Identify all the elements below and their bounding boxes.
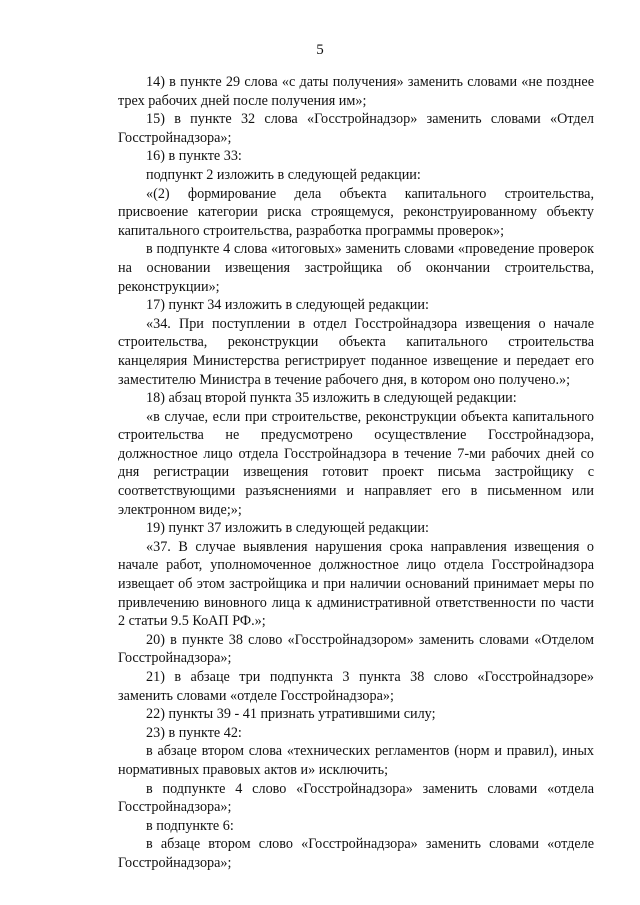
paragraph-23-subpoint-6: в подпункте 6: <box>146 817 234 834</box>
paragraph-23-subpoint-6-abzac: в абзаце втором слово «Госстройнадзора» заменить словами «отделе Госстройнадзора»; <box>118 836 594 871</box>
page-number: 5 <box>316 42 324 58</box>
paragraph-17: 17) пункт 34 изложить в следующей редакции: <box>146 297 429 314</box>
paragraph-20: 20) в пункте 38 слово «Госстройнадзором» заменить словами «Отделом Госстройнадзора»; <box>118 631 594 667</box>
paragraph-23-subpoint-4: в подпункте 4 слово «Госстройнадзора» заменить словами «отдела Госстройнадзора»; <box>118 780 594 816</box>
paragraph-16-subpoint-2-text: «(2) формирование дела объекта капитального строительства, присвоение категории риска строящемуся, реконструированному объекту капитального строительства, разработка программы проверок»; <box>118 185 594 239</box>
paragraph-23: 23) в пункте 42: <box>146 724 242 741</box>
document-body <box>118 73 594 873</box>
paragraph-17-text: «34. При поступлении в отдел Госстройнадзора извещения о начале строительства, реконструкции объекта капитального строительства канцелярия Министерства регистрирует поданное извещение и передает его заместителю Министра в течение рабочего дня, в котором оно получено.»; <box>118 315 594 388</box>
paragraph-23-second-abzac: в абзаце втором слова «технических регламентов (норм и правил), иных нормативных правовых актов и» исключить; <box>118 743 594 778</box>
paragraph-22: 22) пункты 39 - 41 признать утратившими силу; <box>146 706 436 723</box>
paragraph-16: 16) в пункте 33: <box>146 148 242 165</box>
paragraph-18-text: «в случае, если при строительстве, реконструкции объекта капитального строительства не предусмотрено осуществление Госстройнадзора, должностное лицо отдела Госстройнадзора в течение 7-ми рабочих дней со дня регистрации извещения готовит проект письма застройщику с соответствующими разъяснениями и направляет его в письменном или электронном виде;»; <box>118 408 594 518</box>
paragraph-16-subpoint-2: подпункт 2 изложить в следующей редакции: <box>146 166 421 183</box>
paragraph-19-text: «37. В случае выявления нарушения срока направления извещения о начале работ, уполномоченное должностное лицо отдела Госстройнадзора извещает об этом застройщика и при наличии оснований принимает меры по привлечению виновного лица к административной ответственности по части 2 статьи 9.5 КоАП РФ.»; <box>118 538 594 630</box>
paragraph-21: 21) в абзаце три подпункта 3 пункта 38 слово «Госстройнадзоре» заменить словами «отделе Госстройнадзора»; <box>118 669 594 704</box>
paragraph-18: 18) абзац второй пункта 35 изложить в следующей редакции: <box>146 390 517 407</box>
paragraph-19: 19) пункт 37 изложить в следующей редакции: <box>146 520 429 537</box>
paragraph-15: 15) в пункте 32 слова «Госстройнадзор» заменить словами «Отдел Госстройнадзора»; <box>118 111 594 146</box>
paragraph-14: 14) в пункте 29 слова «с даты получения» заменить словами «не позднее трех рабочих дней после получения им»; <box>118 74 594 109</box>
paragraph-16-subpoint-4: в подпункте 4 слова «итоговых» заменить словами «проведение проверок на основании извещения застройщика об окончании строительства, реконструкции»; <box>118 241 594 295</box>
